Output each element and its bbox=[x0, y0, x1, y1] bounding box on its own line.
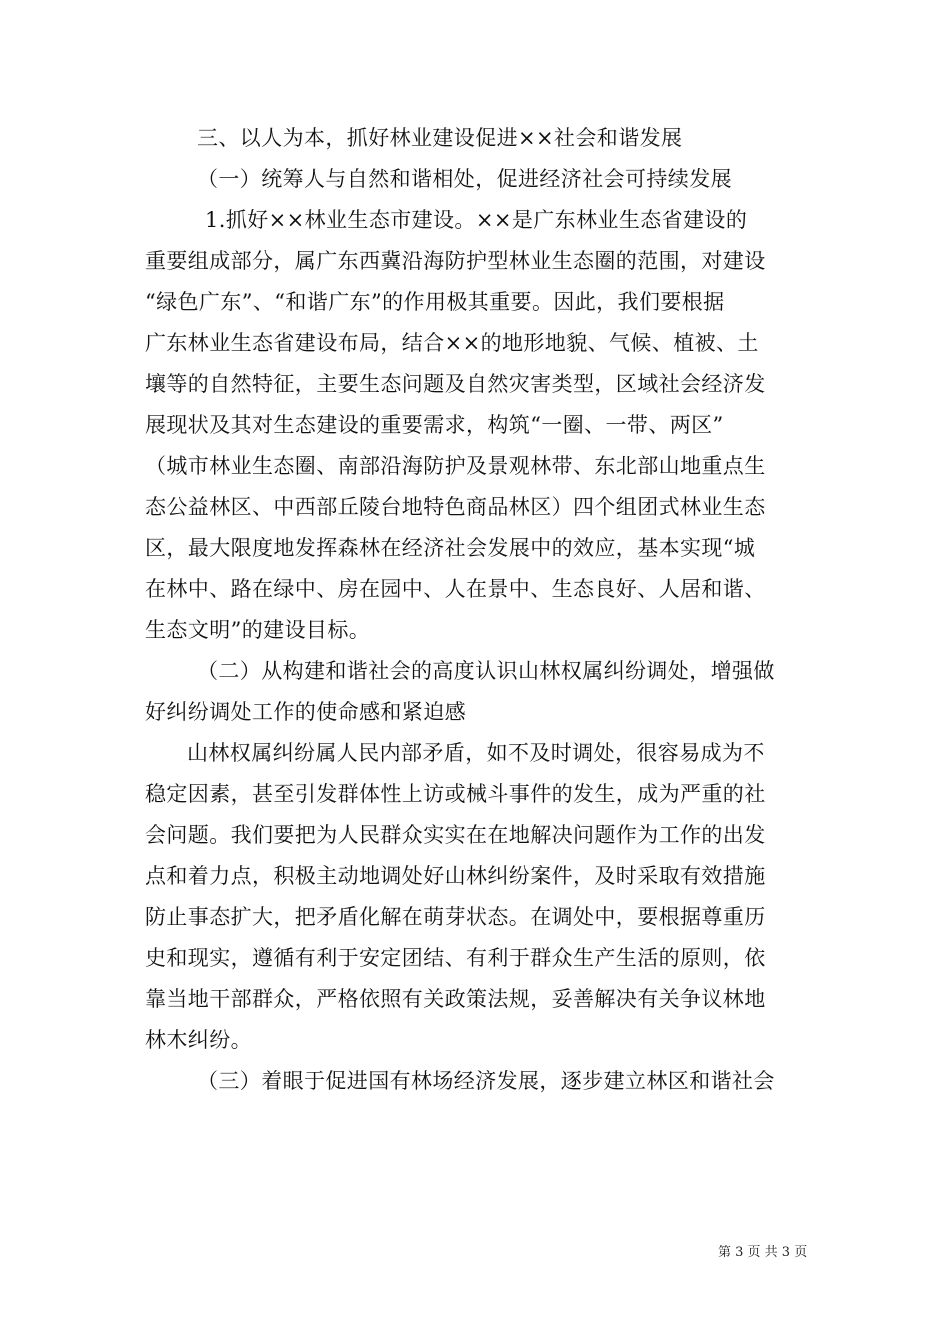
paragraph-line: 区，最大限度地发挥森林在经济社会发展中的效应，基本实现“城 bbox=[145, 536, 756, 560]
paragraph-line: 靠当地干部群众，严格依照有关政策法规，妥善解决有关争议林地 bbox=[145, 987, 766, 1011]
paragraph-line: 展现状及其对生态建设的重要需求，构筑“一圈、一带、两区” bbox=[145, 413, 724, 437]
page-number-footer: 第 3 页 共 3 页 bbox=[718, 1245, 808, 1260]
paragraph-line: 山林权属纠纷属人民内部矛盾，如不及时调处，很容易成为不 bbox=[187, 741, 765, 765]
paragraph-line: 会问题。我们要把为人民群众实实在在地解决问题作为工作的出发 bbox=[145, 823, 766, 847]
paragraph-line: 林木纠纷。 bbox=[145, 1028, 252, 1052]
subsection-heading-3: （三）着眼于促进国有林场经济发展，逐步建立林区和谐社会 bbox=[197, 1069, 775, 1093]
paragraph-line: 点和着力点，积极主动地调处好山林纠纷案件，及时采取有效措施 bbox=[145, 864, 766, 888]
paragraph-line: 壤等的自然特征，主要生态问题及自然灾害类型，区域社会经济发 bbox=[145, 372, 766, 396]
subsection-heading-1: （一）统筹人与自然和谐相处，促进经济社会可持续发展 bbox=[197, 167, 732, 191]
paragraph-line: 稳定因素，甚至引发群体性上访或械斗事件的发生，成为严重的社 bbox=[145, 782, 766, 806]
subsection-heading-2: （二）从构建和谐社会的高度认识山林权属纠纷调处，增强做 bbox=[197, 659, 775, 683]
paragraph-line: 史和现实，遵循有利于安定团结、有利于群众生产生活的原则，依 bbox=[145, 946, 766, 970]
subsection-heading-2-cont: 好纠纷调处工作的使命感和紧迫感 bbox=[145, 700, 466, 724]
section-heading-3: 三、以人为本，抓好林业建设促进××社会和谐发展 bbox=[197, 126, 683, 150]
document-body bbox=[145, 118, 807, 1102]
paragraph-line: 重要组成部分，属广东西冀沿海防护型林业生态圈的范围，对建设 bbox=[145, 249, 766, 273]
paragraph-line: “绿色广东”、“和谐广东”的作用极其重要。因此，我们要根据 bbox=[145, 290, 725, 314]
paragraph-line: 在林中、路在绿中、房在园中、人在景中、生态良好、人居和谐、 bbox=[145, 577, 766, 601]
paragraph-line: 广东林业生态省建设布局，结合××的地形地貌、气候、植被、土 bbox=[145, 331, 759, 355]
paragraph-line: 生态文明”的建设目标。 bbox=[145, 618, 371, 642]
paragraph-line: 防止事态扩大，把矛盾化解在萌芽状态。在调处中，要根据尊重历 bbox=[145, 905, 766, 929]
paragraph-line: （城市林业生态圈、南部沿海防护及景观林带、东北部山地重点生 bbox=[145, 454, 766, 478]
paragraph-line: 态公益林区、中西部丘陵台地特色商品林区）四个组团式林业生态 bbox=[145, 495, 766, 519]
paragraph-line: 1.抓好××林业生态市建设。××是广东林业生态省建设的 bbox=[205, 208, 748, 232]
